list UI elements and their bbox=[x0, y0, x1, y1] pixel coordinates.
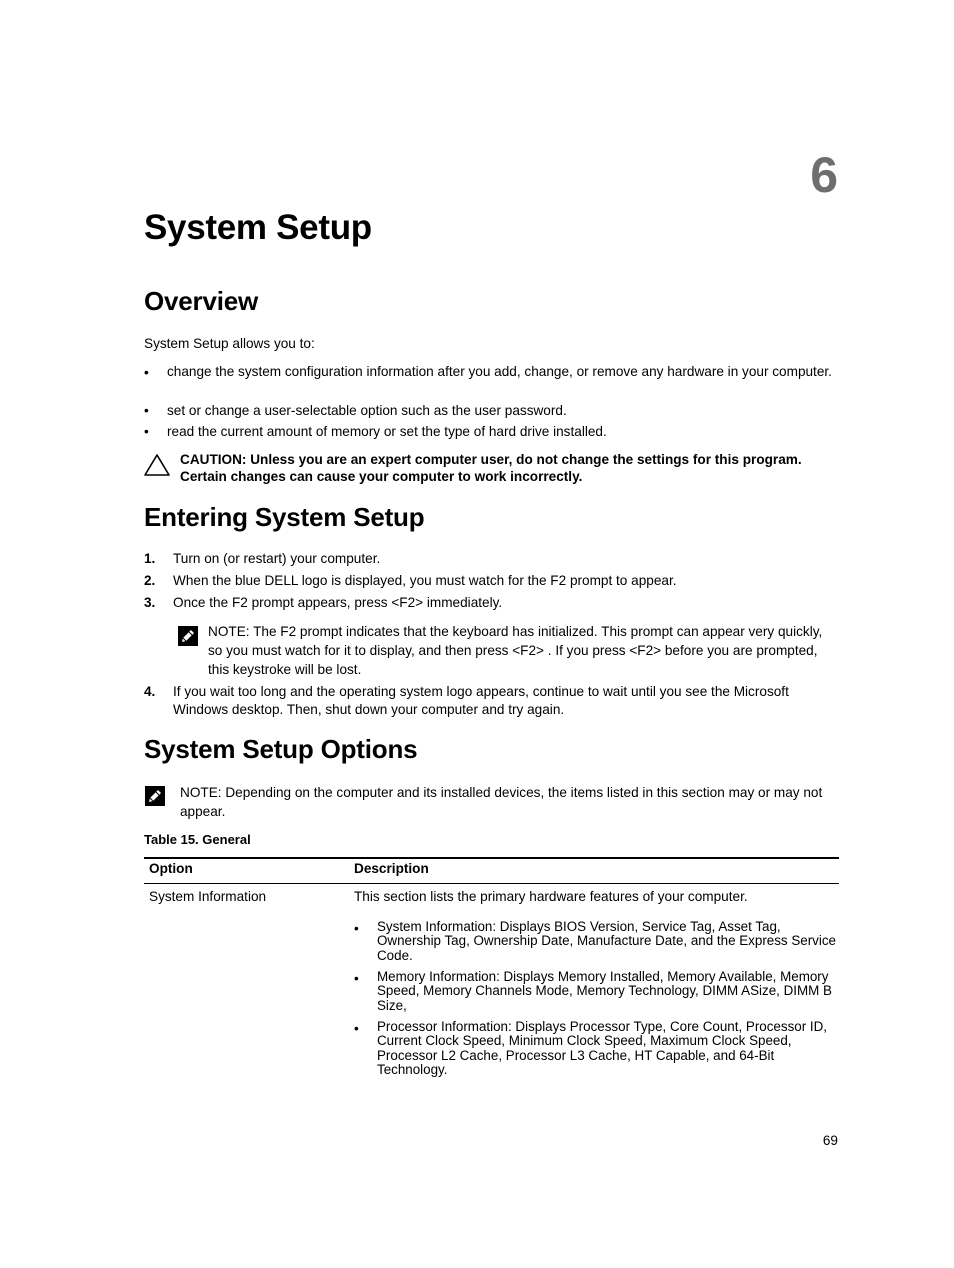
step-number: 4. bbox=[144, 684, 156, 699]
note-body: Depending on the computer and its installed devices, the items listed in this section may or may not appear. bbox=[180, 785, 823, 819]
list-item bbox=[144, 683, 834, 719]
note-label: NOTE: bbox=[180, 785, 222, 800]
caution-line: Certain changes can cause your computer to work incorrectly. bbox=[180, 469, 583, 484]
caution-line: CAUTION: Unless you are an expert computer user, do not change the settings for this program. bbox=[180, 452, 802, 467]
bullet-icon: • bbox=[354, 971, 359, 986]
overview-heading: Overview bbox=[144, 286, 259, 316]
table-caption: Table 15. General bbox=[144, 832, 251, 847]
pencil-note-icon bbox=[177, 625, 199, 652]
bullet-icon: • bbox=[144, 403, 149, 418]
step-number: 3. bbox=[144, 595, 156, 610]
list-item bbox=[144, 594, 834, 612]
step-text: Turn on (or restart) your computer. bbox=[173, 551, 381, 566]
list-item-text: Memory Information: Displays Memory Installed, Memory Available, Memory Speed, Memory Channels Mode, Memory Technology, DIMM ASize, DIMM B Size, bbox=[377, 969, 832, 1013]
table-header-option: Option bbox=[149, 861, 193, 876]
page-number: 69 bbox=[822, 1133, 838, 1148]
caution-text bbox=[180, 451, 840, 485]
options-heading: System Setup Options bbox=[144, 734, 418, 764]
table-cell-description: This section lists the primary hardware features of your computer. bbox=[354, 889, 748, 904]
table-header-description: Description bbox=[354, 861, 429, 876]
table-cell-option: System Information bbox=[149, 889, 267, 904]
page-title: System Setup bbox=[144, 208, 372, 247]
table-list-item bbox=[354, 920, 839, 964]
entering-heading: Entering System Setup bbox=[144, 502, 425, 532]
chapter-number: 6 bbox=[810, 147, 838, 203]
note-body: The F2 prompt indicates that the keyboard has initialized. This prompt can appear very quickly, so you must watch for it to display, and then press <F2> . If you press <F2> before you are prompted, this keystroke will be lost. bbox=[208, 624, 823, 677]
list-item bbox=[144, 572, 834, 590]
list-item-text: read the current amount of memory or set the type of hard drive installed. bbox=[167, 424, 607, 439]
bullet-icon: • bbox=[144, 365, 149, 380]
note-text bbox=[180, 783, 835, 821]
step-text: If you wait too long and the operating system logo appears, continue to wait until you see the Microsoft Windows desktop. Then, shut down your computer and try again. bbox=[173, 684, 789, 717]
table-list-item bbox=[354, 1020, 839, 1080]
list-item bbox=[144, 423, 834, 441]
list-item-text: Processor Information: Displays Processor Type, Core Count, Processor ID, Current Clock Speed, Minimum Clock Speed, Maximum Clock Speed, Processor L2 Cache, Processor L3 Cache, HT Capable, and 64-Bit Technology. bbox=[377, 1019, 827, 1078]
step-text: Once the F2 prompt appears, press <F2> immediately. bbox=[173, 595, 503, 610]
note-text bbox=[208, 622, 838, 679]
bullet-icon: • bbox=[144, 424, 149, 439]
list-item bbox=[144, 364, 834, 400]
pencil-note-icon bbox=[144, 785, 166, 812]
list-item bbox=[144, 402, 834, 420]
bullet-icon: • bbox=[354, 921, 359, 936]
list-item-text: System Information: Displays BIOS Version, Service Tag, Asset Tag, Ownership Tag, Ownership Date, Manufacture Date, and the Express Service Code. bbox=[377, 919, 836, 963]
bullet-icon: • bbox=[354, 1021, 359, 1036]
note-label: NOTE: bbox=[208, 624, 250, 639]
list-item-text: change the system configuration information after you add, change, or remove any hardware in your computer. bbox=[167, 364, 832, 379]
table-top-rule bbox=[144, 857, 839, 859]
step-number: 2. bbox=[144, 573, 156, 588]
list-item-text: set or change a user-selectable option such as the user password. bbox=[167, 403, 567, 418]
step-number: 1. bbox=[144, 551, 156, 566]
list-item bbox=[144, 550, 834, 568]
table-header-rule bbox=[144, 883, 839, 884]
overview-intro: System Setup allows you to: bbox=[144, 336, 315, 351]
step-text: When the blue DELL logo is displayed, you must watch for the F2 prompt to appear. bbox=[173, 573, 677, 588]
warning-triangle-icon bbox=[143, 453, 171, 482]
table-list-item bbox=[354, 970, 839, 1014]
